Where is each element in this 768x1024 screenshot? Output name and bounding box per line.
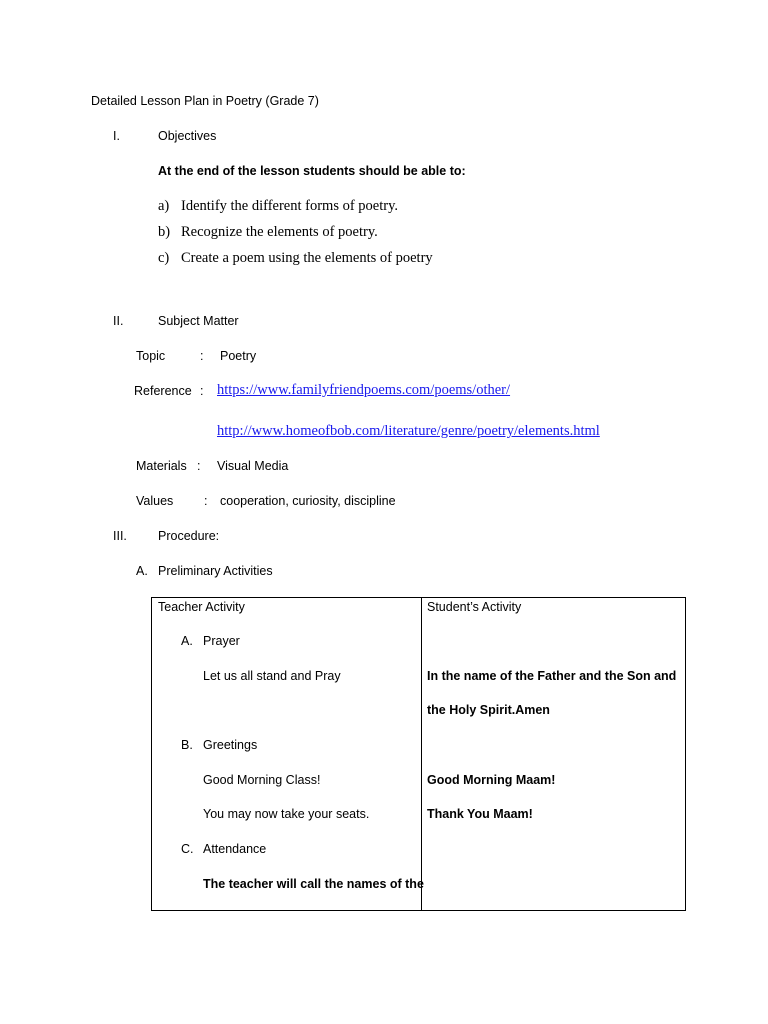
objective-item-a: Identify the different forms of poetry. <box>181 198 399 214</box>
student-activity-header: Student’s Activity <box>427 600 522 614</box>
materials-value: Visual Media <box>217 459 289 473</box>
document-title: Detailed Lesson Plan in Poetry (Grade 7) <box>91 94 319 108</box>
objective-letter-a: a) <box>158 198 170 214</box>
objective-letter-c: c) <box>158 250 170 266</box>
reference-link-2[interactable]: http://www.homeofbob.com/literature/genre/poetry/elements.html <box>217 423 600 439</box>
section-heading-objectives: Objectives <box>158 129 217 143</box>
section-heading-subject-matter: Subject Matter <box>158 314 239 328</box>
reference-colon: : <box>200 384 204 398</box>
teacher-activity-header: Teacher Activity <box>158 600 245 614</box>
topic-label: Topic <box>136 349 166 363</box>
materials-label: Materials <box>136 459 187 473</box>
greetings-letter: B. <box>181 738 193 752</box>
greetings-teacher-line-1: Good Morning Class! <box>203 773 321 787</box>
subsection-heading-preliminary: Preliminary Activities <box>158 564 273 578</box>
attendance-teacher-line: The teacher will call the names of the <box>203 877 424 891</box>
section-numeral-subject-matter: II. <box>113 314 124 328</box>
topic-value: Poetry <box>220 349 257 363</box>
section-heading-procedure: Procedure: <box>158 529 220 543</box>
subsection-letter-preliminary: A. <box>136 564 148 578</box>
attendance-label: Attendance <box>203 842 267 856</box>
section-numeral-procedure: III. <box>113 529 127 543</box>
greetings-student-line-2: Thank You Maam! <box>427 807 533 821</box>
prayer-label: Prayer <box>203 634 240 648</box>
objectives-intro: At the end of the lesson students should be able to: <box>158 164 466 178</box>
prayer-student-line-1: In the name of the Father and the Son and <box>427 669 677 683</box>
objective-letter-b: b) <box>158 224 171 240</box>
topic-colon: : <box>200 349 204 363</box>
objective-item-b: Recognize the elements of poetry. <box>181 224 378 240</box>
values-colon: : <box>204 494 208 508</box>
reference-link-1[interactable]: https://www.familyfriendpoems.com/poems/other/ <box>217 382 511 398</box>
section-numeral-objectives: I. <box>113 129 120 143</box>
materials-colon: : <box>197 459 201 473</box>
prayer-teacher-line: Let us all stand and Pray <box>203 669 341 683</box>
objective-item-c: Create a poem using the elements of poetry <box>181 250 433 266</box>
values-value: cooperation, curiosity, discipline <box>220 494 396 508</box>
preliminary-activities-table <box>151 597 686 911</box>
greetings-student-line-1: Good Morning Maam! <box>427 773 556 787</box>
prayer-student-line-2: the Holy Spirit.Amen <box>427 703 550 717</box>
attendance-letter: C. <box>181 842 194 856</box>
greetings-label: Greetings <box>203 738 258 752</box>
table-column-divider <box>421 598 422 910</box>
greetings-teacher-line-2: You may now take your seats. <box>203 807 370 821</box>
reference-label: Reference <box>134 384 192 398</box>
prayer-letter: A. <box>181 634 193 648</box>
values-label: Values <box>136 494 174 508</box>
